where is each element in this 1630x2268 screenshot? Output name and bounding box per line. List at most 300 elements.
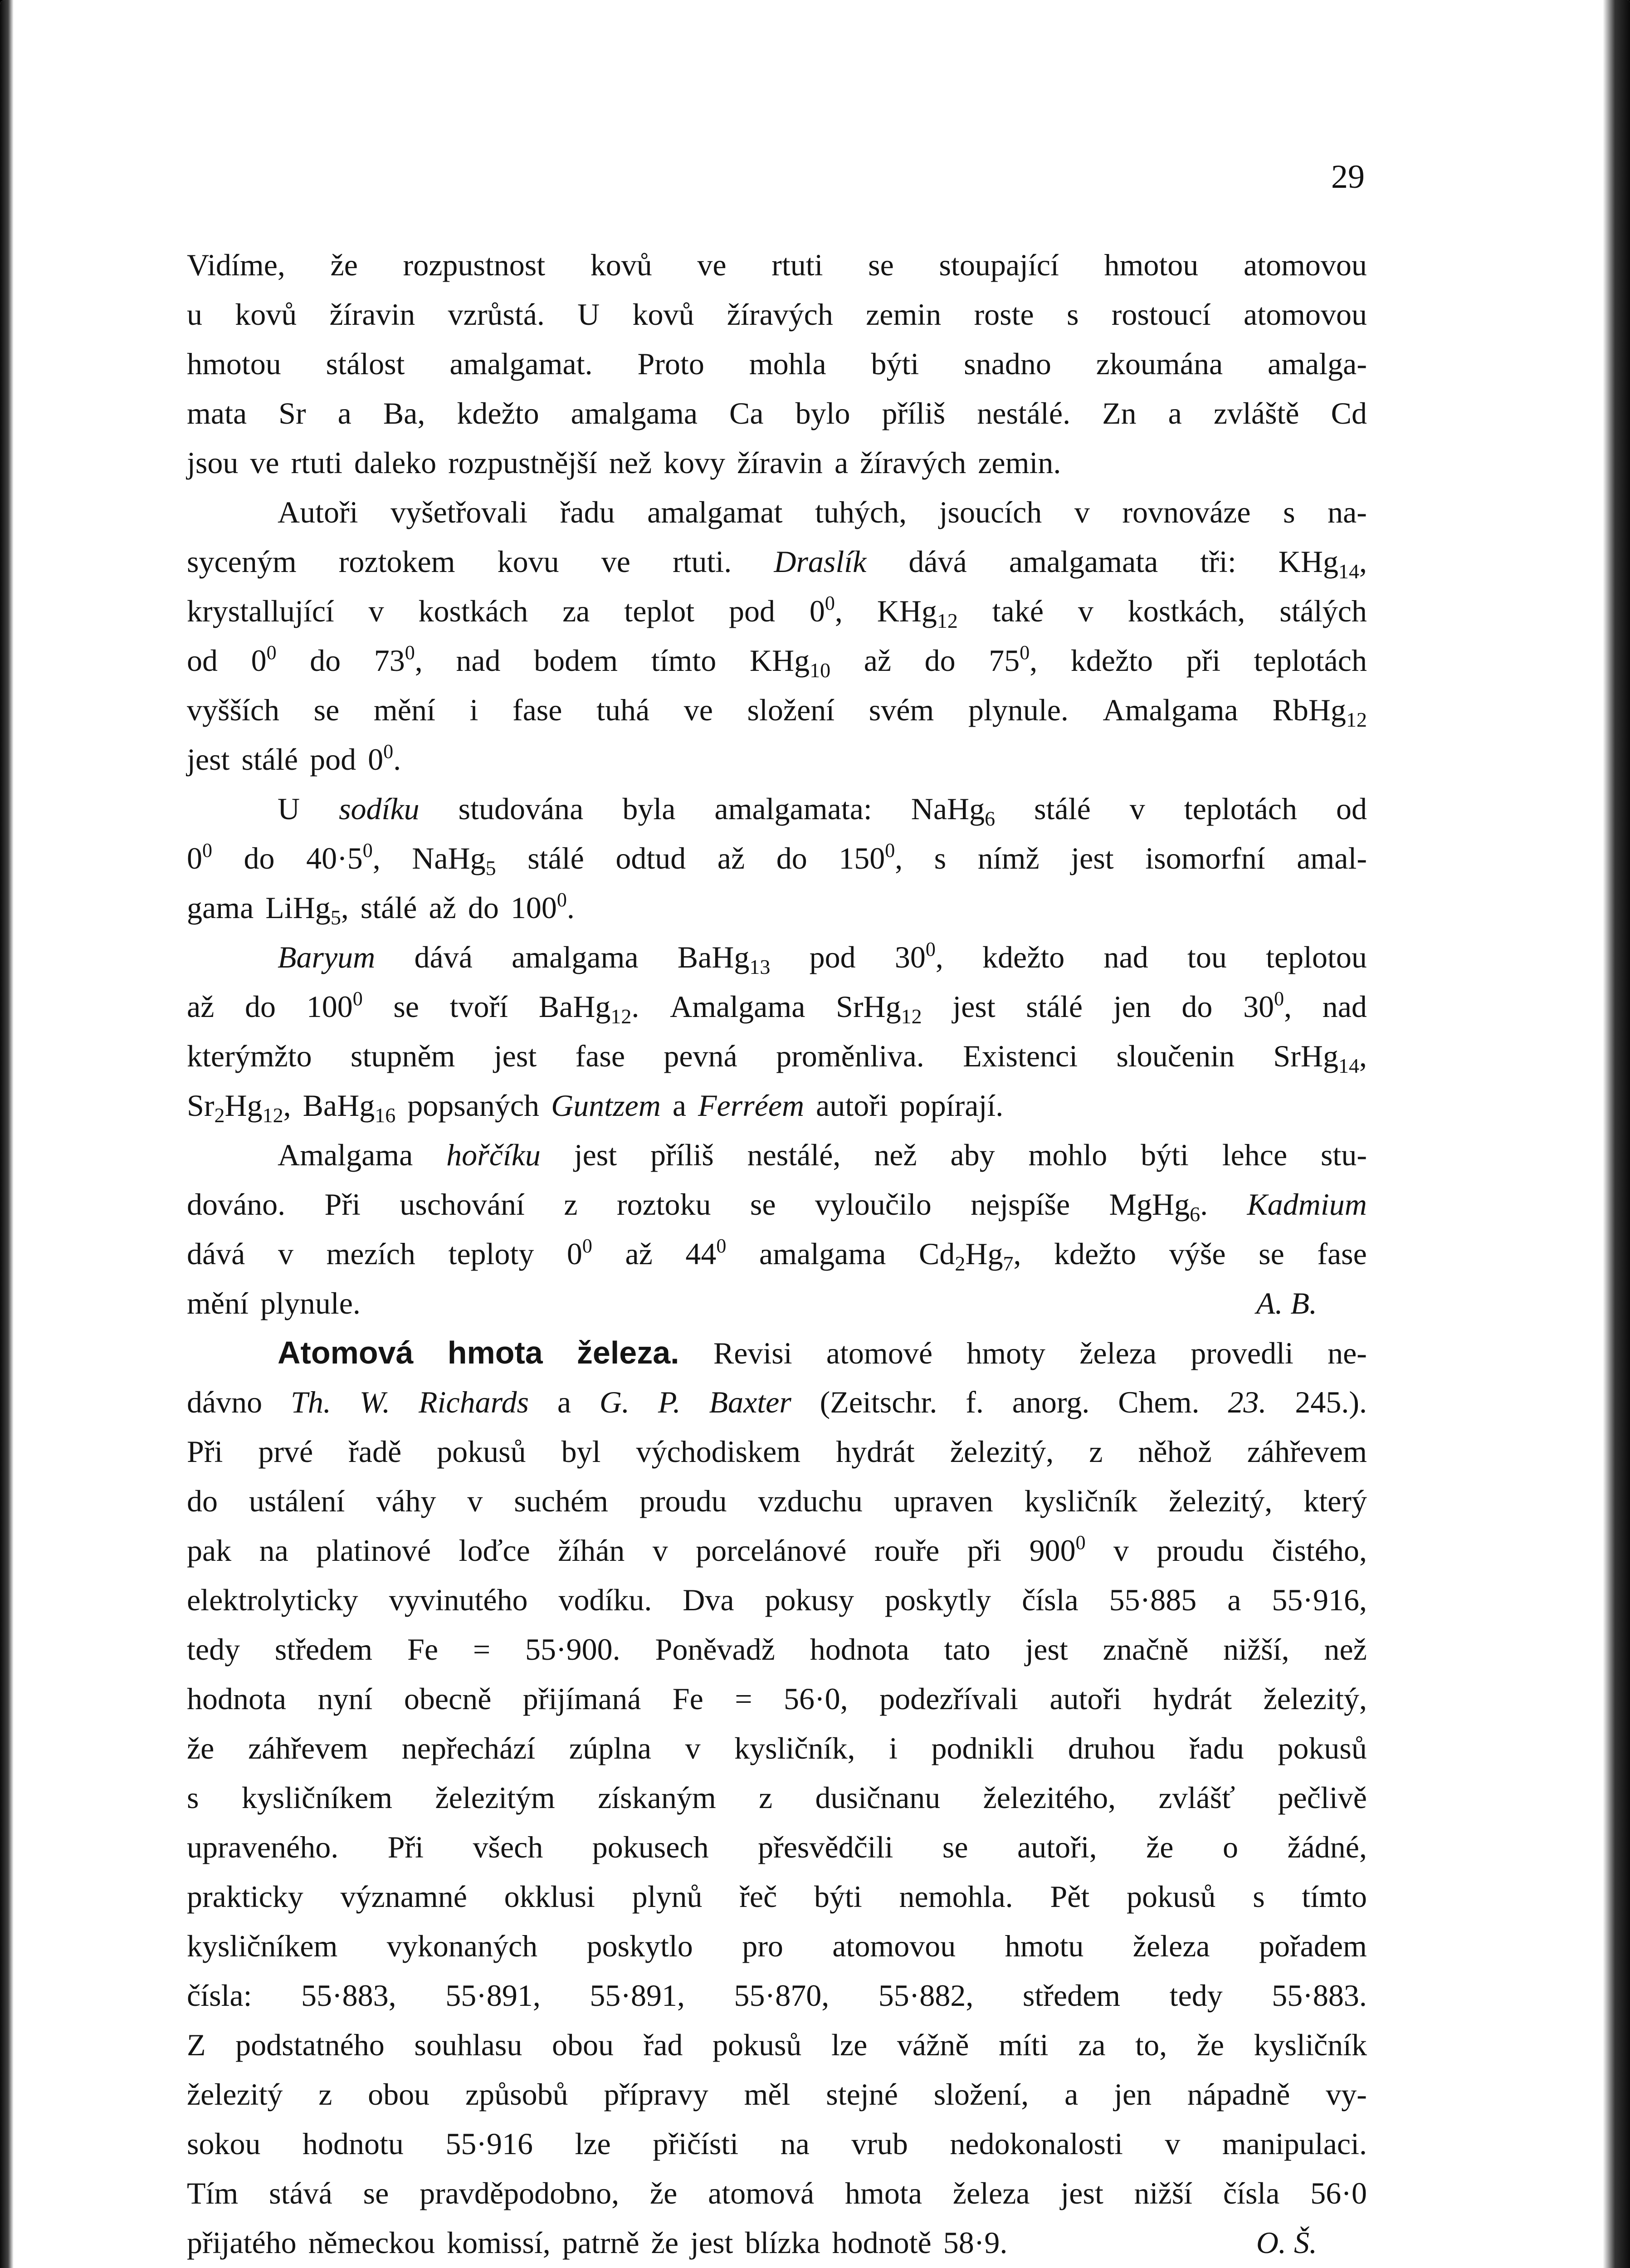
word: stálé (527, 841, 584, 875)
word: souhlasu (414, 2028, 522, 2062)
word: bodem (534, 643, 618, 678)
text-line (187, 1378, 1367, 1427)
word: rouře (874, 1533, 940, 1568)
word: Baxter (709, 1385, 791, 1419)
word: $0^0$, (809, 592, 843, 628)
word: atomovou (1243, 248, 1367, 282)
text-line (187, 933, 1367, 982)
word: odtud (615, 841, 686, 875)
word: Baryum (278, 940, 376, 974)
text-line (187, 2119, 1367, 2169)
word: hodnota (810, 1632, 909, 1667)
word: teplotách (1184, 792, 1297, 826)
word: hydrát (1153, 1681, 1232, 1716)
word: železitý, (1168, 1484, 1273, 1518)
word: příliš (650, 1138, 714, 1172)
word: nižší (1134, 2176, 1193, 2210)
word: isomorfní (1145, 841, 1265, 875)
word: stává (269, 2176, 332, 2210)
word: $100^0$ (306, 987, 363, 1024)
word: hořčíku (446, 1138, 541, 1172)
word: řadě (348, 1434, 402, 1469)
word: Existenci (963, 1039, 1078, 1073)
word: od (1336, 792, 1367, 826)
word: významné (340, 1879, 467, 1914)
word: pečlivě (1278, 1780, 1367, 1815)
word: a (337, 396, 351, 430)
text-line (187, 1180, 1367, 1229)
word: tou (1187, 940, 1227, 974)
word: na (259, 1533, 288, 1568)
word: kovů (590, 248, 652, 282)
word: kdežto (1054, 1237, 1137, 1271)
word: obecně (404, 1681, 492, 1716)
text-line (187, 2218, 1367, 2268)
word: svém (869, 693, 934, 727)
word: Z (187, 2028, 206, 2062)
word: Při (387, 1830, 424, 1864)
word: čistého, (1272, 1533, 1367, 1568)
word: vy- (1326, 2077, 1367, 2112)
word: kovy (664, 445, 726, 480)
word: Kadmium (1247, 1187, 1367, 1222)
word: dává (414, 940, 473, 974)
word: 56·0, (784, 1681, 848, 1716)
word: mezích (326, 1237, 415, 1271)
word: kysličníkem (187, 1929, 338, 1963)
word: stoupající (939, 248, 1059, 282)
text-line (187, 1773, 1367, 1823)
word: ne- (1327, 1336, 1367, 1370)
word: výše (1169, 1237, 1226, 1271)
word: suchém (514, 1484, 609, 1518)
word: tuhých, (815, 495, 907, 529)
word: stálých (1279, 594, 1367, 628)
word: byl (561, 1434, 601, 1469)
word: značně (1103, 1632, 1189, 1667)
word: železa. (576, 1335, 679, 1370)
word: 55·916 (445, 2126, 533, 2161)
word: lze (575, 2126, 611, 2161)
word: Th. (291, 1385, 331, 1419)
word: fase (512, 693, 562, 727)
word: středem (1022, 1978, 1121, 2013)
word: v (368, 594, 384, 628)
word: kdežto (982, 940, 1065, 974)
word: SrHg$_{12}$ (836, 989, 922, 1028)
word: 55·883, (301, 1978, 396, 2013)
word: tato (944, 1632, 991, 1667)
word: 56·0 (1310, 2176, 1367, 2210)
word: rozpustnější (448, 445, 597, 480)
word: do (187, 1484, 218, 1518)
word: železitým (435, 1780, 555, 1815)
word: kovů (632, 297, 694, 332)
word: zemin. (978, 445, 1061, 480)
word: v (1129, 792, 1145, 826)
text-line (187, 290, 1367, 339)
word: $44^0$ (685, 1235, 727, 1271)
word: Vidíme, (187, 248, 285, 282)
word: ve (697, 248, 727, 282)
word: amalga- (1267, 347, 1367, 381)
word: při (1186, 643, 1221, 678)
word: popírají. (899, 1088, 1004, 1123)
word: z (318, 2077, 332, 2112)
word: roztoku (616, 1187, 711, 1222)
word: amalgamat (647, 495, 783, 529)
word: kostkách, (1127, 594, 1245, 628)
word: dává (908, 544, 967, 579)
word: a (1064, 2077, 1079, 2112)
word: teploty (448, 1237, 534, 1271)
word: stálé (1026, 989, 1083, 1024)
word: dováno. (187, 1187, 286, 1222)
word: tři: (1200, 544, 1236, 579)
word: žíravých (860, 445, 966, 480)
word: hmotou (187, 347, 281, 381)
word: lze (831, 2028, 868, 2062)
word: lehce (1222, 1138, 1288, 1172)
word: pokusy (765, 1583, 854, 1617)
text-line (187, 636, 1367, 685)
word: autoři (1049, 1681, 1122, 1716)
word: 55·891, (445, 1978, 541, 2013)
word: že (1146, 1830, 1174, 1864)
text-line (187, 1279, 1367, 1328)
word: který (1303, 1484, 1367, 1518)
word: stu- (1320, 1138, 1367, 1172)
word: podstatného (235, 2028, 385, 2062)
word: $0^0$ (566, 1235, 592, 1271)
text-line (187, 784, 1367, 834)
word: čísla (1022, 1583, 1079, 1617)
word: pravděpodobno, (420, 2176, 620, 2210)
word: býti (871, 347, 919, 381)
word: amalgama (512, 940, 639, 974)
word: hodnotu (302, 2126, 404, 2161)
word: $Sr_2Hg_{12}$, (187, 1088, 291, 1127)
word: v (467, 1484, 483, 1518)
word: železitý (187, 2077, 283, 2112)
word: roste (974, 297, 1034, 332)
word: 55·916, (1272, 1583, 1367, 1617)
word: dává (187, 1237, 245, 1271)
word: 55·900. (525, 1632, 620, 1667)
word: že (330, 248, 358, 282)
word: druhou (1068, 1731, 1156, 1765)
word: přijatého (187, 2225, 297, 2260)
word: sokou (187, 2126, 261, 2161)
word: až (187, 989, 215, 1024)
word: 55·883. (1272, 1978, 1367, 2013)
word: nižší, (1223, 1632, 1289, 1667)
word: pokusů (712, 2028, 802, 2062)
word: přípravy (604, 2077, 708, 2112)
word: Zn (1102, 396, 1137, 430)
word: pokusů (1278, 1731, 1367, 1765)
word: $100^0$. (510, 889, 575, 925)
word: Autoři (278, 495, 358, 529)
word: železa (952, 2176, 1030, 2210)
word: přičísti (653, 2126, 739, 2161)
word: Cd (1331, 396, 1367, 430)
word: proměnliva. (776, 1039, 924, 1073)
word: tvoří (449, 989, 508, 1024)
word: upraveného. (187, 1830, 339, 1864)
word: nad (1322, 989, 1367, 1024)
word: míti (999, 2028, 1049, 2062)
word: získaným (598, 1780, 716, 1815)
word: řadu (560, 495, 615, 529)
word: z (564, 1187, 578, 1222)
word: vrub (851, 2126, 908, 2161)
text-line (187, 685, 1367, 735)
text-line (187, 982, 1367, 1031)
word: Fe (672, 1681, 703, 1716)
word: poskytlo (586, 1929, 693, 1963)
word: na- (1327, 495, 1367, 529)
word: se (363, 2176, 389, 2210)
word: NaHg$_6$ (911, 792, 996, 830)
word: elektrolyticky (187, 1583, 358, 1617)
word: s (1066, 297, 1079, 332)
text-line (187, 488, 1367, 537)
word: nedokonalosti (950, 2126, 1123, 2161)
word: nestálé, (747, 1138, 841, 1172)
word: obou (551, 2028, 614, 2062)
word: teplotou (1266, 940, 1367, 974)
word: východiskem (636, 1434, 801, 1469)
word: $73^0$, (374, 641, 423, 678)
word: 58·9. (943, 2225, 1008, 2260)
word: ve (250, 445, 279, 480)
word: $75^0$, (989, 641, 1038, 678)
word: pod (729, 594, 775, 628)
word: středem (274, 1632, 373, 1667)
word: se (750, 1187, 776, 1222)
word: amalgamat. (449, 347, 593, 381)
author-signature: O. Š. (1256, 2225, 1317, 2260)
word: se (942, 1830, 968, 1864)
word: gama (187, 890, 254, 925)
word: nejspíše (971, 1187, 1070, 1222)
word: prakticky (187, 1879, 303, 1914)
word: býti (1141, 1138, 1189, 1172)
text-line (187, 2169, 1367, 2218)
word: vyvinutého (389, 1583, 528, 1617)
word: Sr (278, 396, 306, 430)
word: byla (622, 792, 676, 826)
word: pokusech (592, 1830, 709, 1864)
word: stupněm (351, 1039, 455, 1073)
word: U (577, 297, 600, 332)
word: býti (814, 1879, 862, 1914)
word: kysličník, (734, 1731, 855, 1765)
word: složení, (933, 2077, 1029, 2112)
word: žíhán (558, 1533, 625, 1568)
word: pořadem (1259, 1929, 1367, 1963)
word: plynů (632, 1879, 703, 1914)
word: KHg$_{12}$ (877, 594, 958, 632)
word: záhřevem (248, 1731, 368, 1765)
word: v (278, 1237, 293, 1271)
word: kysličník (1024, 1484, 1138, 1518)
word: jest (493, 1039, 537, 1073)
word: v (1078, 594, 1093, 628)
word: a (834, 445, 849, 480)
word: P. (658, 1385, 681, 1419)
word: hmota (845, 2176, 922, 2210)
word: to, (1135, 2028, 1167, 2062)
word: mohla (749, 347, 826, 381)
word: hodnotě (832, 2225, 932, 2260)
word: rtuti (291, 445, 342, 480)
word: tuhá (596, 693, 650, 727)
word: německou (308, 2225, 435, 2260)
word: v (652, 1533, 668, 1568)
word: jest (952, 989, 996, 1024)
word: amal- (1297, 841, 1367, 875)
word: tedy (1169, 1978, 1223, 2013)
word: složení (747, 693, 835, 727)
word: že (1196, 2028, 1225, 2062)
text-line (187, 1427, 1367, 1476)
word: upraven (893, 1484, 993, 1518)
word: 55·882, (878, 1978, 974, 2013)
word: 245.). (1295, 1385, 1367, 1419)
word: okklusi (504, 1879, 595, 1914)
word: zemin (866, 297, 942, 332)
page-number: 29 (1331, 158, 1365, 196)
word: do (245, 989, 276, 1024)
text-line (187, 1229, 1367, 1279)
word: rovnováze (1122, 495, 1251, 529)
word: stálost (326, 347, 405, 381)
word: stálé (360, 890, 417, 925)
word: přesvědčili (758, 1830, 893, 1864)
word: Při (187, 1434, 223, 1469)
word: o (1222, 1830, 1238, 1864)
text-line (187, 1823, 1367, 1872)
word: aby (950, 1138, 995, 1172)
word: se (313, 693, 340, 727)
body-text (187, 240, 1367, 2268)
text-line (187, 389, 1367, 438)
word: teplotách (1254, 643, 1367, 678)
word: se (1259, 1237, 1284, 1271)
word: železitého, (983, 1780, 1116, 1815)
word: U (278, 792, 300, 826)
word: tímto (651, 643, 717, 678)
word: prvé (258, 1434, 313, 1469)
word: roztokem (338, 544, 455, 579)
word: vykonaných (386, 1929, 538, 1963)
word: až (717, 841, 745, 875)
word: záhřevem (1247, 1434, 1367, 1469)
word: proudu (639, 1484, 727, 1518)
word: Při (324, 1187, 361, 1222)
word: jest (690, 2225, 733, 2260)
word: $150^0$, (839, 839, 903, 875)
word: 23. (1228, 1385, 1267, 1419)
word: žádné, (1287, 1830, 1367, 1864)
text-line (187, 339, 1367, 389)
word: daleko (354, 445, 437, 480)
word: do (468, 890, 499, 925)
word: řeč (739, 1879, 777, 1914)
word: a (1168, 396, 1182, 430)
word: až (429, 890, 456, 925)
word: Tím (187, 2176, 239, 2210)
word: vzrůstá. (448, 297, 545, 332)
word: hydrát (836, 1434, 915, 1469)
word: se (393, 989, 419, 1024)
word: dusičnanu (815, 1780, 941, 1815)
word: s (1253, 1879, 1265, 1914)
word: než (874, 1138, 917, 1172)
word: Ca (729, 396, 764, 430)
text-line (187, 438, 1367, 488)
word: železa (1132, 1929, 1210, 1963)
word: příliš (882, 396, 946, 430)
word: ve (683, 693, 713, 727)
word: komissí, (447, 2225, 551, 2260)
word: stejné (826, 2077, 898, 2112)
word: $30^0$, (894, 938, 943, 974)
word: do (244, 841, 275, 875)
word: jest (1025, 1632, 1068, 1667)
word: všech (473, 1830, 543, 1864)
word: jest (187, 742, 230, 777)
word: G. (599, 1385, 630, 1419)
word: = (735, 1681, 752, 1716)
word: KHg$_{14}$, (1278, 544, 1367, 583)
word: Richards (419, 1385, 529, 1419)
word: v (1165, 2126, 1181, 2161)
text-line (187, 240, 1367, 290)
word: a (672, 1088, 687, 1123)
word: v (1113, 1533, 1129, 1568)
text-line (187, 2020, 1367, 2070)
word: kysličníkem (241, 1780, 393, 1815)
word: z (1089, 1434, 1103, 1469)
word: BaHg$_{13}$ (677, 940, 771, 978)
word: popsaných (407, 1088, 540, 1123)
word: se (868, 248, 894, 282)
word: atomovou (832, 1929, 956, 1963)
word: žíravin (737, 445, 823, 480)
word: Proto (637, 347, 704, 381)
word: měl (744, 2077, 791, 2112)
text-line (187, 1625, 1367, 1674)
word: Ba, (383, 396, 425, 430)
word: pod (809, 940, 856, 974)
word: v (1074, 495, 1090, 529)
word: řadu (1189, 1731, 1244, 1765)
text-line (187, 1674, 1367, 1724)
word: MgHg$_6$. (1109, 1187, 1208, 1226)
author-signature: A. B. (1256, 1286, 1317, 1320)
word: rtuti (771, 248, 823, 282)
word: kterýmžto (187, 1039, 312, 1073)
word: Amalgama (670, 989, 805, 1024)
word: kysličník (1254, 2028, 1367, 2062)
word: amalgama (571, 396, 698, 430)
word: kovu (497, 544, 559, 579)
word: rostoucí (1111, 297, 1211, 332)
word: jest (1071, 841, 1114, 875)
